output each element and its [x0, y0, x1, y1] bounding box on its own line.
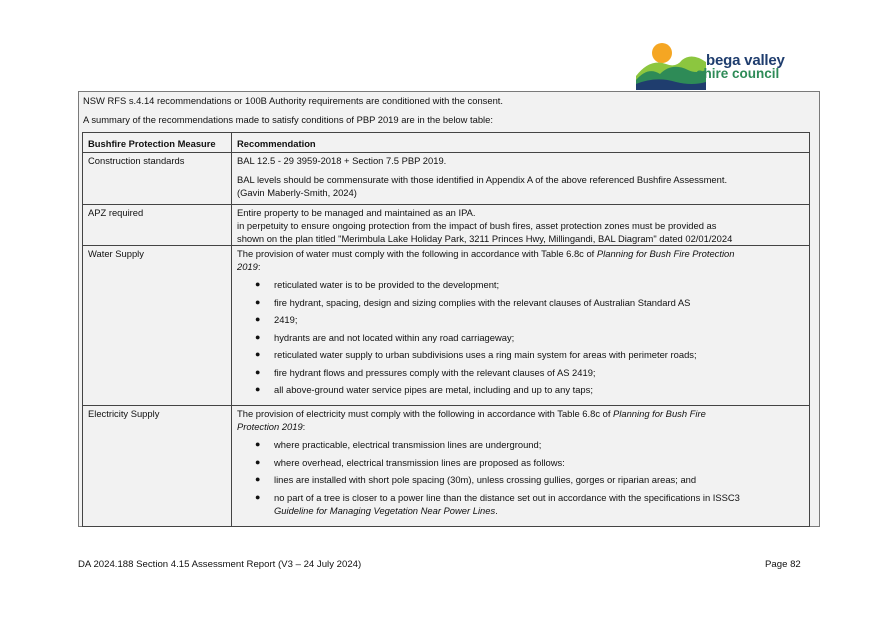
bullet-icon: ● [255, 296, 261, 307]
list-item: ● all above-ground water service pipes are metal, including and up to any taps; [255, 384, 593, 395]
table-row [83, 153, 810, 205]
water-bullet-list [237, 278, 804, 396]
water-intro: The provision of water must comply with the following in accordance with Table 6.8c of Planning for Bush Fire Protection [237, 248, 735, 259]
construction-line-2: BAL levels should be commensurate with those identified in Appendix A of the above referenced Bushfire Assessment. [237, 174, 728, 185]
construction-line-3: (Gavin Maberly-Smith, 2024) [237, 187, 357, 198]
recommendation-cell [232, 153, 810, 205]
intro-line-2: A summary of the recommendations made to satisfy conditions of PBP 2019 are in the below table: [83, 114, 493, 125]
apz-line-3: shown on the plan titled "Merimbula Lake Holiday Park, 3211 Princes Hwy, Millingandi, BAL Diagram" dated 02/01/2024 [237, 233, 733, 244]
electricity-bullet-list [237, 438, 804, 519]
intro-line-1: NSW RFS s.4.14 recommendations or 100B Authority requirements are conditioned with the consent. [83, 95, 504, 106]
list-item: ● fire hydrant, spacing, design and sizing complies with the relevant clauses of Australian Standard AS [255, 296, 691, 308]
bushfire-measures-table [82, 132, 810, 527]
construction-line-1: BAL 12.5 - 29 3959-2018 + Section 7.5 PBP 2019. [237, 155, 447, 166]
bullet-icon: ● [255, 314, 261, 324]
table-row [83, 205, 810, 246]
list-item: ● hydrants are and not located within any road carriageway; [255, 331, 515, 343]
measure-cell: Electricity Supply [83, 406, 232, 527]
table-row [83, 246, 810, 406]
water-intro-cont: 2019: [237, 261, 261, 272]
bullet-icon: ● [255, 384, 261, 394]
council-logo [636, 40, 806, 90]
bullet-icon: ● [255, 439, 261, 449]
recommendation-cell [232, 246, 810, 406]
list-item: ● lines are installed with short pole spacing (30m), unless crossing gullies, gorges or riparian areas; and [255, 474, 697, 485]
measure-cell: APZ required [83, 205, 232, 246]
list-item: ● where practicable, electrical transmission lines are underground; [255, 439, 542, 450]
logo-text-line1: bega valley [706, 52, 785, 69]
measure-cell: Water Supply [83, 246, 232, 406]
bullet-icon: ● [255, 474, 261, 484]
recommendation-cell [232, 205, 810, 246]
list-item: ● where overhead, electrical transmission lines are proposed as follows: [255, 456, 565, 468]
table-header-row [83, 133, 810, 153]
list-item: ● reticulated water is to be provided to the development; [255, 279, 500, 290]
recommendation-cell [232, 406, 810, 527]
header-measure: Bushfire Protection Measure [83, 133, 232, 153]
electricity-intro-cont: Protection 2019: [237, 421, 306, 432]
electricity-intro: The provision of electricity must comply with the following in accordance with Table 6.8c of Planning for Bush Fire [237, 408, 706, 419]
bullet-icon: ● [255, 456, 261, 467]
list-item: ● reticulated water supply to urban subdivisions uses a ring main system for areas with perimeter roads; [255, 349, 697, 360]
logo-hills-icon [636, 40, 706, 90]
measure-cell: Construction standards [83, 153, 232, 205]
footer-report-title: DA 2024.188 Section 4.15 Assessment Report (V3 – 24 July 2024) [78, 559, 362, 570]
footer-page-number: Page 82 [765, 559, 801, 570]
recommendations-panel [78, 91, 820, 527]
logo-text-line2: shire council [696, 66, 780, 81]
bullet-icon: ● [255, 279, 261, 289]
list-item: ● no part of a tree is closer to a power line than the distance set out in accordance with the specifications in ISSC3 Guideline for Managing Vegetation Near Power Lines. [255, 491, 740, 516]
bullet-icon: ● [255, 366, 261, 377]
bullet-icon: ● [255, 491, 261, 502]
apz-line-2: in perpetuity to ensure ongoing protection from the impact of bush fires, asset protection zones must be provided as [237, 220, 717, 231]
table-row [83, 406, 810, 527]
header-recommendation: Recommendation [232, 133, 810, 153]
bullet-icon: ● [255, 331, 261, 342]
list-item: ● fire hydrant flows and pressures comply with the relevant clauses of AS 2419; [255, 366, 596, 378]
list-item: ● 2419; [255, 314, 298, 325]
apz-line-1: Entire property to be managed and maintained as an IPA. [237, 207, 476, 218]
bullet-icon: ● [255, 349, 261, 359]
